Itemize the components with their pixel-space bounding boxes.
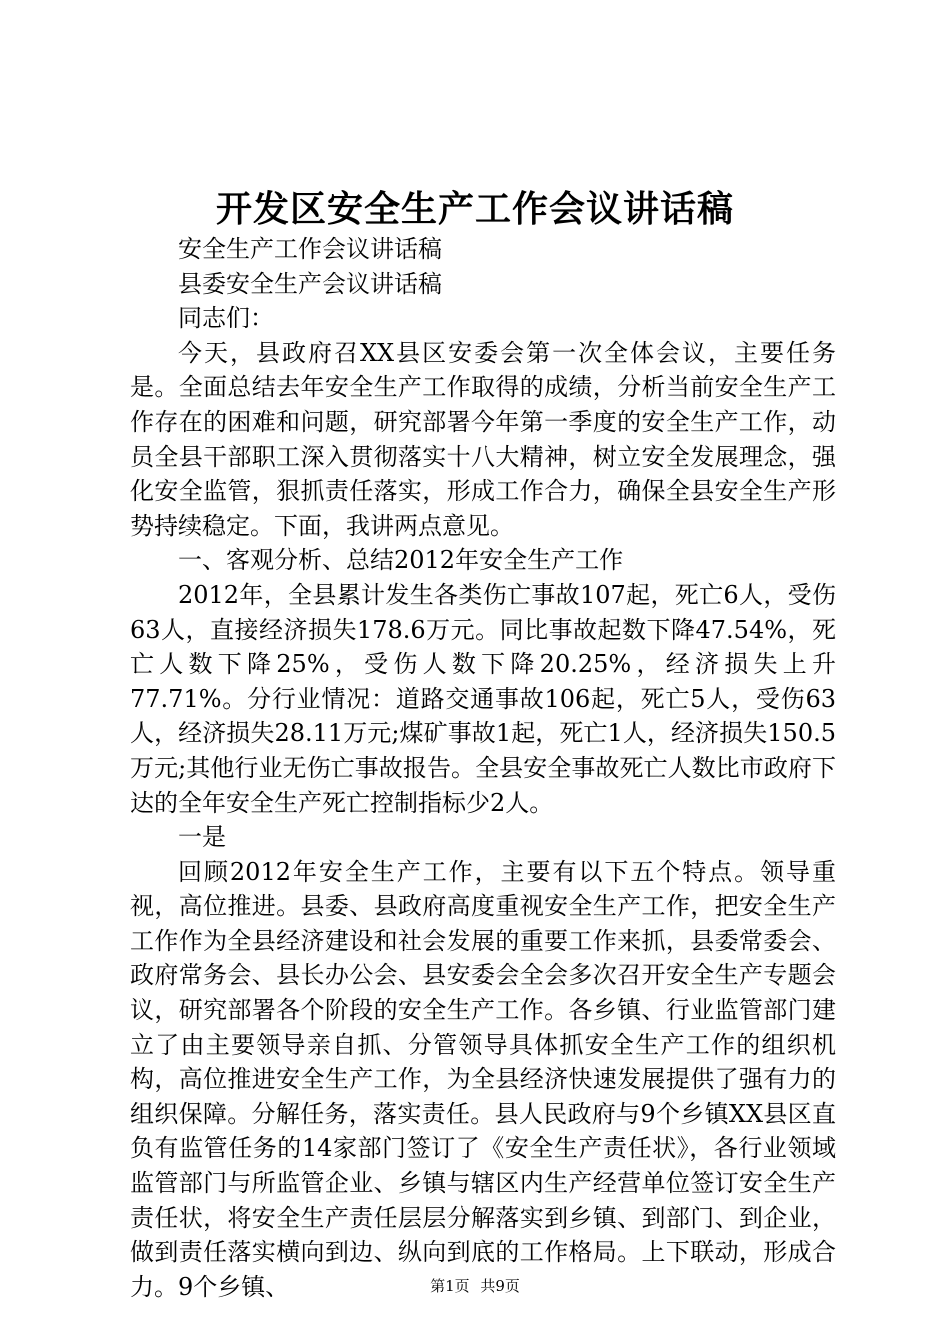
paragraph-intro: 今天，县政府召XX县区安委会第一次全体会议，主要任务是。全面总结去年安全生产工作取得的成绩，分析当前安全生产工作存在的困难和问题，研究部署今年第一季度的安全生产工作，动员全县干部职工深入贯彻落实十八大精神，树立安全发展理念，强化安全监管，狠抓责任落实，形成工作合力，确保全县安全生产形势持续稳定。下面，我讲两点意见。: [130, 338, 836, 540]
paragraph-first-point: 一是: [178, 823, 226, 852]
page-footer: 第1页 共9页: [430, 1277, 520, 1295]
paragraph-review: 回顾2012年安全生产工作，主要有以下五个特点。领导重视，高位推进。县委、县政府高度重视安全生产工作，把安全生产工作作为全县经济建设和社会发展的重要工作来抓，县委常委会、政府常务会、县长办公会、县安委会全会多次召开安全生产专题会议，研究部署各个阶段的安全生产工作。各乡镇、行业监管部门建立了由主要领导亲自抓、分管领导具体抓安全生产工作的组织机构，高位推进安全生产工作，为全县经济快速发展提供了强有力的组织保障。分解任务，落实责任。县人民政府与9个乡镇XX县区直负有监管任务的14家部门签订了《安全生产责任状》，各行业领域监管部门与所监管企业、乡镇与辖区内生产经营单位签订安全生产责任状，将安全生产责任层层分解落实到乡镇、到部门、到企业，做到责任落实横向到边、纵向到底的工作格局。上下联动，形成合力。9个乡镇、: [130, 857, 836, 1301]
document-title: 开发区安全生产工作会议讲话稿: [215, 188, 734, 230]
section-heading: 一、客观分析、总结2012年安全生产工作: [178, 546, 624, 575]
paragraph-salutation: 同志们：: [178, 304, 274, 333]
paragraph-subtitle-2: 县委安全生产会议讲话稿: [178, 269, 442, 298]
paragraph-subtitle: 安全生产工作会议讲话稿: [178, 235, 442, 263]
document-body: [130, 232, 836, 1304]
paragraph-statistics: 2012年，全县累计发生各类伤亡事故107起，死亡6人，受伤63人，直接经济损失178.6万元。同比事故起数下降47.54%，死亡人数下降25%，受伤人数下降20.25%，经济损失上升77.71%。分行业情况：道路交通事故106起，死亡5人，受伤63人，经济损失28.11万元;煤矿事故1起，死亡1人，经济损失150.5万元;其他行业无伤亡事故报告。全县安全事故死亡人数比市政府下达的全年安全生产死亡控制指标少2人。: [130, 580, 836, 817]
